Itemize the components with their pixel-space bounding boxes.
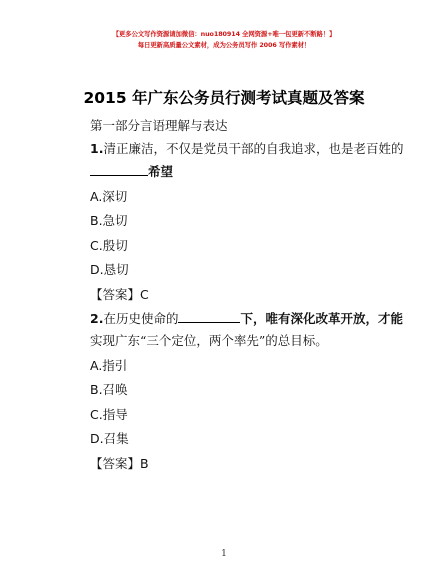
question-1-line-2 xyxy=(90,162,173,180)
answer-blank xyxy=(178,311,240,323)
section-heading: 第一部分言语理解与表达 xyxy=(90,118,228,133)
document-title: 2015 年广东公务员行测考试真题及答案 xyxy=(83,89,365,107)
question-1-option-b: B.急切 xyxy=(90,213,128,228)
question-2-option-d: D.召集 xyxy=(90,431,129,446)
answer-blank xyxy=(90,164,148,176)
question-2-option-a: A.指引 xyxy=(90,358,128,373)
question-1-option-c: C.殷切 xyxy=(90,238,128,253)
question-1-option-a: A.深切 xyxy=(90,189,128,204)
promo-banner-line-1: 【更多公文写作资源请加微信：nuo180914 全网资源+唯一包更新不断路！】 xyxy=(112,30,336,38)
promo-banner-line-2: 每日更新高质量公文素材，成为公务员写作 2006 写作素材！ xyxy=(137,41,311,49)
question-1-number: 1. xyxy=(90,141,104,156)
question-1-answer: 【答案】C xyxy=(90,287,149,302)
question-2-text: 在历史使命的 xyxy=(103,311,179,326)
question-1-text: 清正廉洁，不仅是党员干部的自我追求，也是老百姓的 xyxy=(103,141,404,156)
question-2-answer: 【答案】B xyxy=(90,456,149,471)
question-2-text-bold: 下，唯有深化改革开放，才能 xyxy=(240,311,403,326)
question-2-line-1 xyxy=(90,309,403,327)
question-2-number: 2. xyxy=(90,311,104,326)
question-1-option-d: D.恳切 xyxy=(90,262,129,277)
question-2-line-2: 实现广东“三个定位，两个率先”的总目标。 xyxy=(90,333,328,348)
question-2-option-b: B.召唤 xyxy=(90,382,128,397)
page-number: 1 xyxy=(221,549,227,559)
question-1-line-1 xyxy=(90,139,403,157)
question-1-text-end: 希望 xyxy=(148,164,174,179)
question-2-option-c: C.指导 xyxy=(90,407,128,422)
